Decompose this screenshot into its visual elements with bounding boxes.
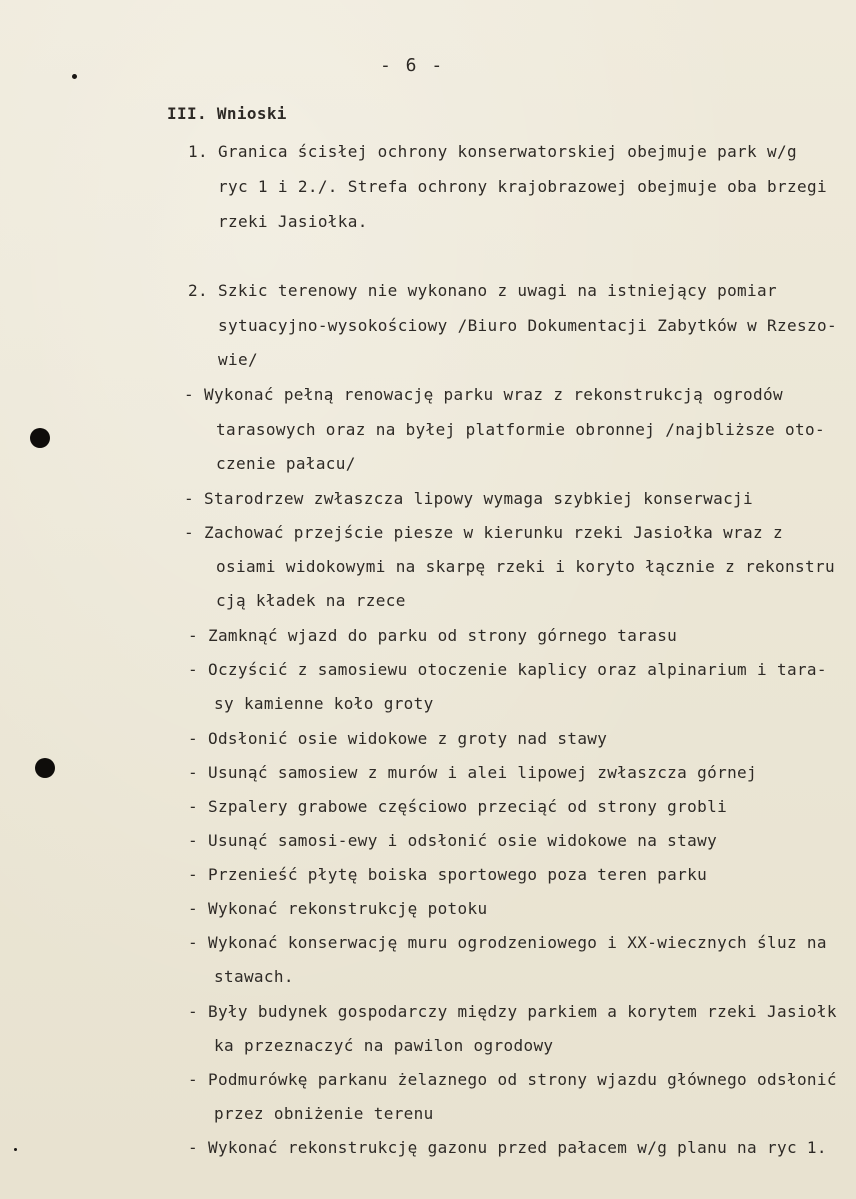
list-item: - Szpalery grabowe częściowo przeciąć od strony grobli — [188, 797, 728, 816]
list-item: - Przenieść płytę boiska sportowego poza teren parku — [188, 865, 708, 884]
text-line: sytuacyjno-wysokościowy /Biuro Dokumentacji Zabytków w Rzeszo- — [218, 316, 837, 335]
list-item: - Zachować przejście piesze w kierunku rzeki Jasiołka wraz z — [184, 523, 783, 542]
list-item: - Były budynek gospodarczy między parkiem a korytem rzeki Jasiołk — [188, 1002, 837, 1021]
list-item: - Usunąć samosi-ewy i odsłonić osie widokowe na stawy — [188, 831, 718, 850]
list-item: - Odsłonić osie widokowe z groty nad stawy — [188, 729, 608, 748]
text-line: 2. Szkic terenowy nie wykonano z uwagi na istniejący pomiar — [188, 281, 777, 300]
list-item: - Starodrzew zwłaszcza lipowy wymaga szybkiej konserwacji — [184, 489, 754, 508]
ink-speck — [72, 74, 77, 79]
text-line: stawach. — [214, 967, 294, 986]
punch-hole-top — [30, 428, 50, 448]
section-heading: III. Wnioski — [167, 104, 287, 123]
text-line: tarasowych oraz na byłej platformie obronnej /najbliższe oto- — [216, 420, 825, 439]
list-item: - Wykonać pełną renowację parku wraz z rekonstrukcją ogrodów — [184, 385, 783, 404]
text-line: osiami widokowymi na skarpę rzeki i koryto łącznie z rekonstru — [216, 557, 835, 576]
list-item: - Wykonać rekonstrukcję potoku — [188, 899, 488, 918]
text-line: wie/ — [218, 350, 258, 369]
text-line: rzeki Jasiołka. — [218, 212, 368, 231]
page-number: - 6 - — [380, 55, 445, 76]
text-line: przez obniżenie terenu — [214, 1104, 434, 1123]
list-item: - Zamknąć wjazd do parku od strony górnego tarasu — [188, 626, 678, 645]
text-line: cją kładek na rzece — [216, 591, 406, 610]
list-item: - Wykonać konserwację muru ogrodzeniowego i XX-wiecznych śluz na — [188, 933, 827, 952]
list-item: - Wykonać rekonstrukcję gazonu przed pałacem w/g planu na ryc 1. — [188, 1138, 827, 1157]
list-item: - Podmurówkę parkanu żelaznego od strony wjazdu głównego odsłonić — [188, 1070, 837, 1089]
text-line: ka przeznaczyć na pawilon ogrodowy — [214, 1036, 554, 1055]
ink-speck — [14, 1148, 17, 1151]
text-line: czenie pałacu/ — [216, 454, 356, 473]
text-line: ryc 1 i 2./. Strefa ochrony krajobrazowej obejmuje oba brzegi — [218, 177, 827, 196]
text-line: sy kamienne koło groty — [214, 694, 434, 713]
text-line: 1. Granica ścisłej ochrony konserwatorskiej obejmuje park w/g — [188, 142, 797, 161]
list-item: - Usunąć samosiew z murów i alei lipowej zwłaszcza górnej — [188, 763, 758, 782]
list-item: - Oczyścić z samosiewu otoczenie kaplicy oraz alpinarium i tara- — [188, 660, 827, 679]
punch-hole-bottom — [35, 758, 55, 778]
